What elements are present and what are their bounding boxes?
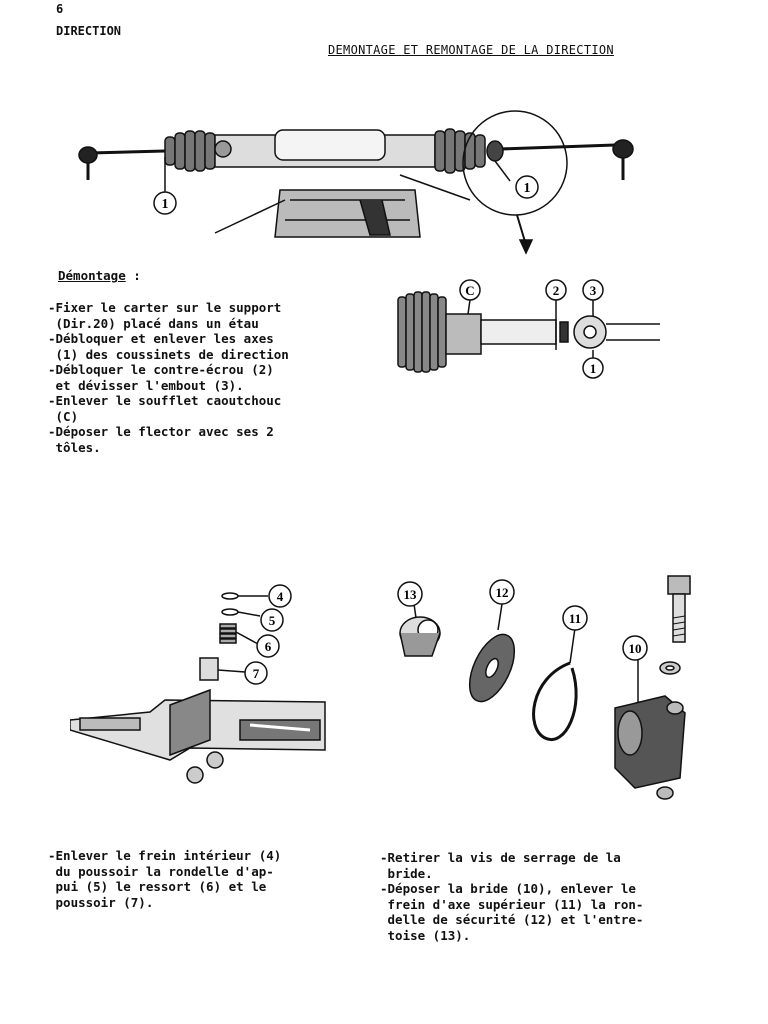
instruction-line: frein d'axe supérieur (11) la ron-	[380, 896, 644, 912]
callout-7: 7	[252, 666, 260, 681]
steering-rack-illustration	[70, 105, 670, 265]
instruction-line: -Retirer la vis de serrage de la	[380, 850, 621, 865]
clamp-exploded-illustration	[380, 568, 710, 808]
step-line: -Déposer le flector avec ses 2	[48, 424, 274, 439]
step-line: et dévisser l'embout (3).	[48, 377, 244, 393]
instruction-line: delle de sécurité (12) et l'entre-	[380, 912, 644, 927]
boot-detail-illustration	[390, 272, 680, 382]
instruction-line: -Enlever le frein intérieur (4)	[48, 848, 282, 863]
step-line: (Dir.20) placé dans un étau	[48, 315, 259, 331]
section-label: DIRECTION	[56, 24, 122, 38]
callout-11: 11	[568, 611, 582, 626]
step-line: (1) des coussinets de direction	[48, 346, 289, 362]
instruction-line: -Déposer la bride (10), enlever le	[380, 881, 636, 896]
step-line: -Enlever le soufflet caoutchouc	[48, 393, 282, 408]
instruction-line: pui (5) le ressort (6) et le	[48, 879, 267, 894]
pushrod-exploded-illustration	[70, 580, 340, 795]
callout-1-detail: 1	[589, 361, 597, 376]
callout-c: C	[465, 283, 475, 298]
callout-5: 5	[268, 613, 276, 628]
disassembly-heading-colon: :	[133, 268, 141, 283]
instruction-line: du poussoir la rondelle d'ap-	[48, 863, 274, 879]
page-number: 6	[56, 2, 64, 16]
callout-6: 6	[264, 639, 272, 654]
callout-2: 2	[552, 283, 560, 298]
instruction-line: toise (13).	[380, 927, 471, 943]
callout-1-left: 1	[161, 197, 169, 212]
instruction-line: bride.	[380, 865, 433, 881]
disassembly-heading	[58, 268, 141, 283]
callout-4: 4	[276, 589, 284, 604]
step-line: -Débloquer le contre-écrou (2)	[48, 362, 274, 377]
callout-13: 13	[403, 587, 417, 602]
callout-1-right: 1	[523, 181, 531, 196]
pushrod-instructions	[48, 848, 281, 910]
instruction-line: poussoir (7).	[48, 894, 154, 910]
step-line: (C)	[48, 408, 79, 424]
callout-12: 12	[495, 585, 509, 600]
page-title: DEMONTAGE ET REMONTAGE DE LA DIRECTION	[328, 43, 614, 57]
step-line: tôles.	[48, 439, 101, 455]
callout-3: 3	[589, 283, 597, 298]
disassembly-heading-text: Démontage	[58, 268, 126, 283]
disassembly-steps	[48, 300, 289, 455]
clamp-instructions	[380, 850, 643, 943]
callout-10: 10	[628, 641, 642, 656]
step-line: -Fixer le carter sur le support	[48, 300, 282, 315]
step-line: -Débloquer et enlever les axes	[48, 331, 274, 346]
